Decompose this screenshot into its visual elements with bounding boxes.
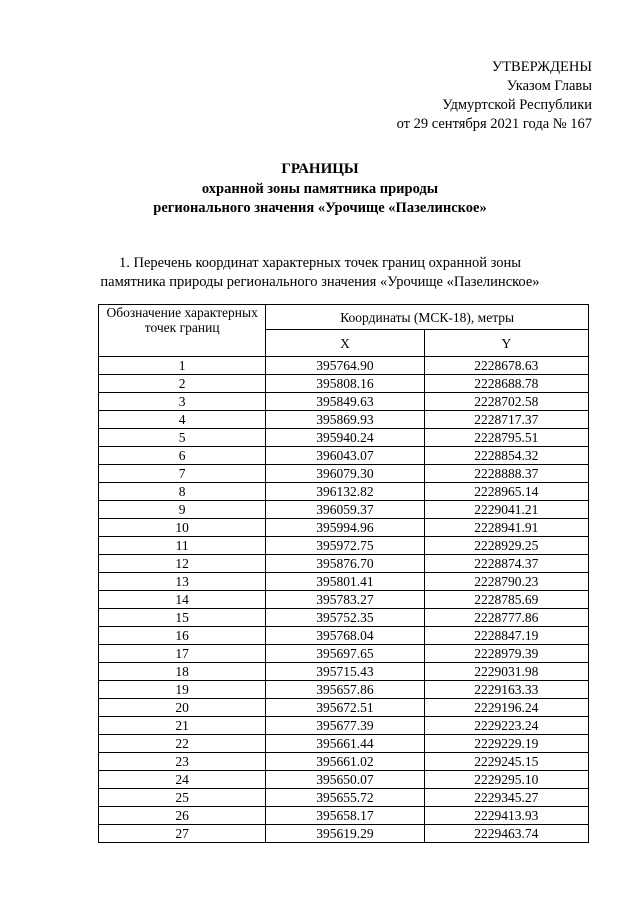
y-coordinate-cell: 2228795.51 (424, 429, 588, 447)
y-coordinate-cell: 2229041.21 (424, 501, 588, 519)
table-row (99, 501, 589, 519)
table-row (99, 717, 589, 735)
y-coordinate-cell: 2229223.24 (424, 717, 588, 735)
y-coordinate-cell: 2229245.15 (424, 753, 588, 771)
x-coordinate-cell: 395994.96 (266, 519, 424, 537)
x-coordinate-cell: 395869.93 (266, 411, 424, 429)
y-coordinate-cell: 2228874.37 (424, 555, 588, 573)
y-coordinate-cell: 2228790.23 (424, 573, 588, 591)
y-coordinate-cell: 2229196.24 (424, 699, 588, 717)
y-header: Y (424, 330, 588, 357)
x-coordinate-cell: 395783.27 (266, 591, 424, 609)
table-row (99, 627, 589, 645)
y-coordinate-cell: 2228785.69 (424, 591, 588, 609)
table-row (99, 699, 589, 717)
coordinates-table (98, 304, 589, 843)
point-number-cell: 20 (99, 699, 266, 717)
point-number-cell: 10 (99, 519, 266, 537)
x-header: X (266, 330, 424, 357)
approval-stamp (397, 58, 592, 134)
point-number-cell: 7 (99, 465, 266, 483)
x-coordinate-cell: 395849.63 (266, 393, 424, 411)
table-row (99, 465, 589, 483)
x-coordinate-cell: 395715.43 (266, 663, 424, 681)
x-coordinate-cell: 395657.86 (266, 681, 424, 699)
table-row (99, 825, 589, 843)
x-coordinate-cell: 395768.04 (266, 627, 424, 645)
x-coordinate-cell: 396043.07 (266, 447, 424, 465)
x-coordinate-cell: 395661.02 (266, 753, 424, 771)
point-number-cell: 9 (99, 501, 266, 519)
y-coordinate-cell: 2229031.98 (424, 663, 588, 681)
x-coordinate-cell: 395808.16 (266, 375, 424, 393)
table-row (99, 447, 589, 465)
table-row (99, 357, 589, 375)
y-coordinate-cell: 2228777.86 (424, 609, 588, 627)
y-coordinate-cell: 2229463.74 (424, 825, 588, 843)
table-row (99, 519, 589, 537)
table-body (99, 357, 589, 843)
y-coordinate-cell: 2228941.91 (424, 519, 588, 537)
point-number-cell: 25 (99, 789, 266, 807)
point-number-cell: 11 (99, 537, 266, 555)
point-number-cell: 16 (99, 627, 266, 645)
point-number-cell: 19 (99, 681, 266, 699)
section-heading-line-2: памятника природы регионального значения «Урочище «Пазелинское» (100, 274, 540, 290)
table-row (99, 645, 589, 663)
y-coordinate-cell: 2228929.25 (424, 537, 588, 555)
table-row (99, 807, 589, 825)
x-coordinate-cell: 396059.37 (266, 501, 424, 519)
point-number-cell: 18 (99, 663, 266, 681)
table-row (99, 753, 589, 771)
table-row (99, 393, 589, 411)
x-coordinate-cell: 395752.35 (266, 609, 424, 627)
x-coordinate-cell: 396132.82 (266, 483, 424, 501)
x-coordinate-cell: 395940.24 (266, 429, 424, 447)
point-designation-header: Обозначение характерных точек границ (99, 305, 266, 357)
point-number-cell: 27 (99, 825, 266, 843)
point-number-cell: 8 (99, 483, 266, 501)
approval-line-date: от 29 сентября 2021 года № 167 (396, 116, 592, 132)
x-coordinate-cell: 395672.51 (266, 699, 424, 717)
y-coordinate-cell: 2228965.14 (424, 483, 588, 501)
x-coordinate-cell: 395661.44 (266, 735, 424, 753)
point-number-cell: 3 (99, 393, 266, 411)
point-number-cell: 17 (99, 645, 266, 663)
approval-line-approved: УТВЕРЖДЕНЫ (491, 59, 592, 75)
y-coordinate-cell: 2228678.63 (424, 357, 588, 375)
point-number-cell: 15 (99, 609, 266, 627)
x-coordinate-cell: 395619.29 (266, 825, 424, 843)
y-coordinate-cell: 2229163.33 (424, 681, 588, 699)
x-coordinate-cell: 395677.39 (266, 717, 424, 735)
table-row (99, 429, 589, 447)
x-coordinate-cell: 395801.41 (266, 573, 424, 591)
table-row (99, 483, 589, 501)
x-coordinate-cell: 395972.75 (266, 537, 424, 555)
y-coordinate-cell: 2229345.27 (424, 789, 588, 807)
table-row (99, 663, 589, 681)
y-coordinate-cell: 2229295.10 (424, 771, 588, 789)
point-number-cell: 23 (99, 753, 266, 771)
x-coordinate-cell: 395650.07 (266, 771, 424, 789)
point-number-cell: 4 (99, 411, 266, 429)
table-row (99, 591, 589, 609)
y-coordinate-cell: 2228702.58 (424, 393, 588, 411)
table-row (99, 771, 589, 789)
table-row (99, 681, 589, 699)
section-heading-line-1: 1. Перечень координат характерных точек границ охранной зоны (118, 255, 521, 271)
table-row (99, 609, 589, 627)
approval-line-decree: Указом Главы (506, 78, 592, 94)
coordinates-header: Координаты (МСК-18), метры (266, 305, 589, 330)
table-row (99, 573, 589, 591)
x-coordinate-cell: 395697.65 (266, 645, 424, 663)
y-coordinate-cell: 2229413.93 (424, 807, 588, 825)
point-number-cell: 22 (99, 735, 266, 753)
point-number-cell: 26 (99, 807, 266, 825)
table-row (99, 375, 589, 393)
point-number-cell: 1 (99, 357, 266, 375)
point-number-cell: 12 (99, 555, 266, 573)
y-coordinate-cell: 2228854.32 (424, 447, 588, 465)
table-row (99, 735, 589, 753)
point-number-cell: 14 (99, 591, 266, 609)
x-coordinate-cell: 395658.17 (266, 807, 424, 825)
x-coordinate-cell: 395876.70 (266, 555, 424, 573)
y-coordinate-cell: 2228717.37 (424, 411, 588, 429)
table-row (99, 411, 589, 429)
point-number-cell: 6 (99, 447, 266, 465)
title-line-2: охранной зоны памятника природы (201, 181, 439, 197)
point-number-cell: 5 (99, 429, 266, 447)
y-coordinate-cell: 2228979.39 (424, 645, 588, 663)
point-number-cell: 13 (99, 573, 266, 591)
table-row (99, 789, 589, 807)
title-line-1: ГРАНИЦЫ (281, 161, 359, 177)
y-coordinate-cell: 2229229.19 (424, 735, 588, 753)
point-number-cell: 24 (99, 771, 266, 789)
x-coordinate-cell: 396079.30 (266, 465, 424, 483)
section-heading (0, 254, 640, 292)
document-title (0, 160, 640, 218)
y-coordinate-cell: 2228847.19 (424, 627, 588, 645)
y-coordinate-cell: 2228688.78 (424, 375, 588, 393)
approval-line-republic: Удмуртской Республики (442, 97, 592, 113)
title-line-3: регионального значения «Урочище «Пазелинское» (153, 200, 487, 216)
x-coordinate-cell: 395764.90 (266, 357, 424, 375)
table-row (99, 537, 589, 555)
point-number-cell: 2 (99, 375, 266, 393)
y-coordinate-cell: 2228888.37 (424, 465, 588, 483)
table-row (99, 555, 589, 573)
point-number-cell: 21 (99, 717, 266, 735)
x-coordinate-cell: 395655.72 (266, 789, 424, 807)
